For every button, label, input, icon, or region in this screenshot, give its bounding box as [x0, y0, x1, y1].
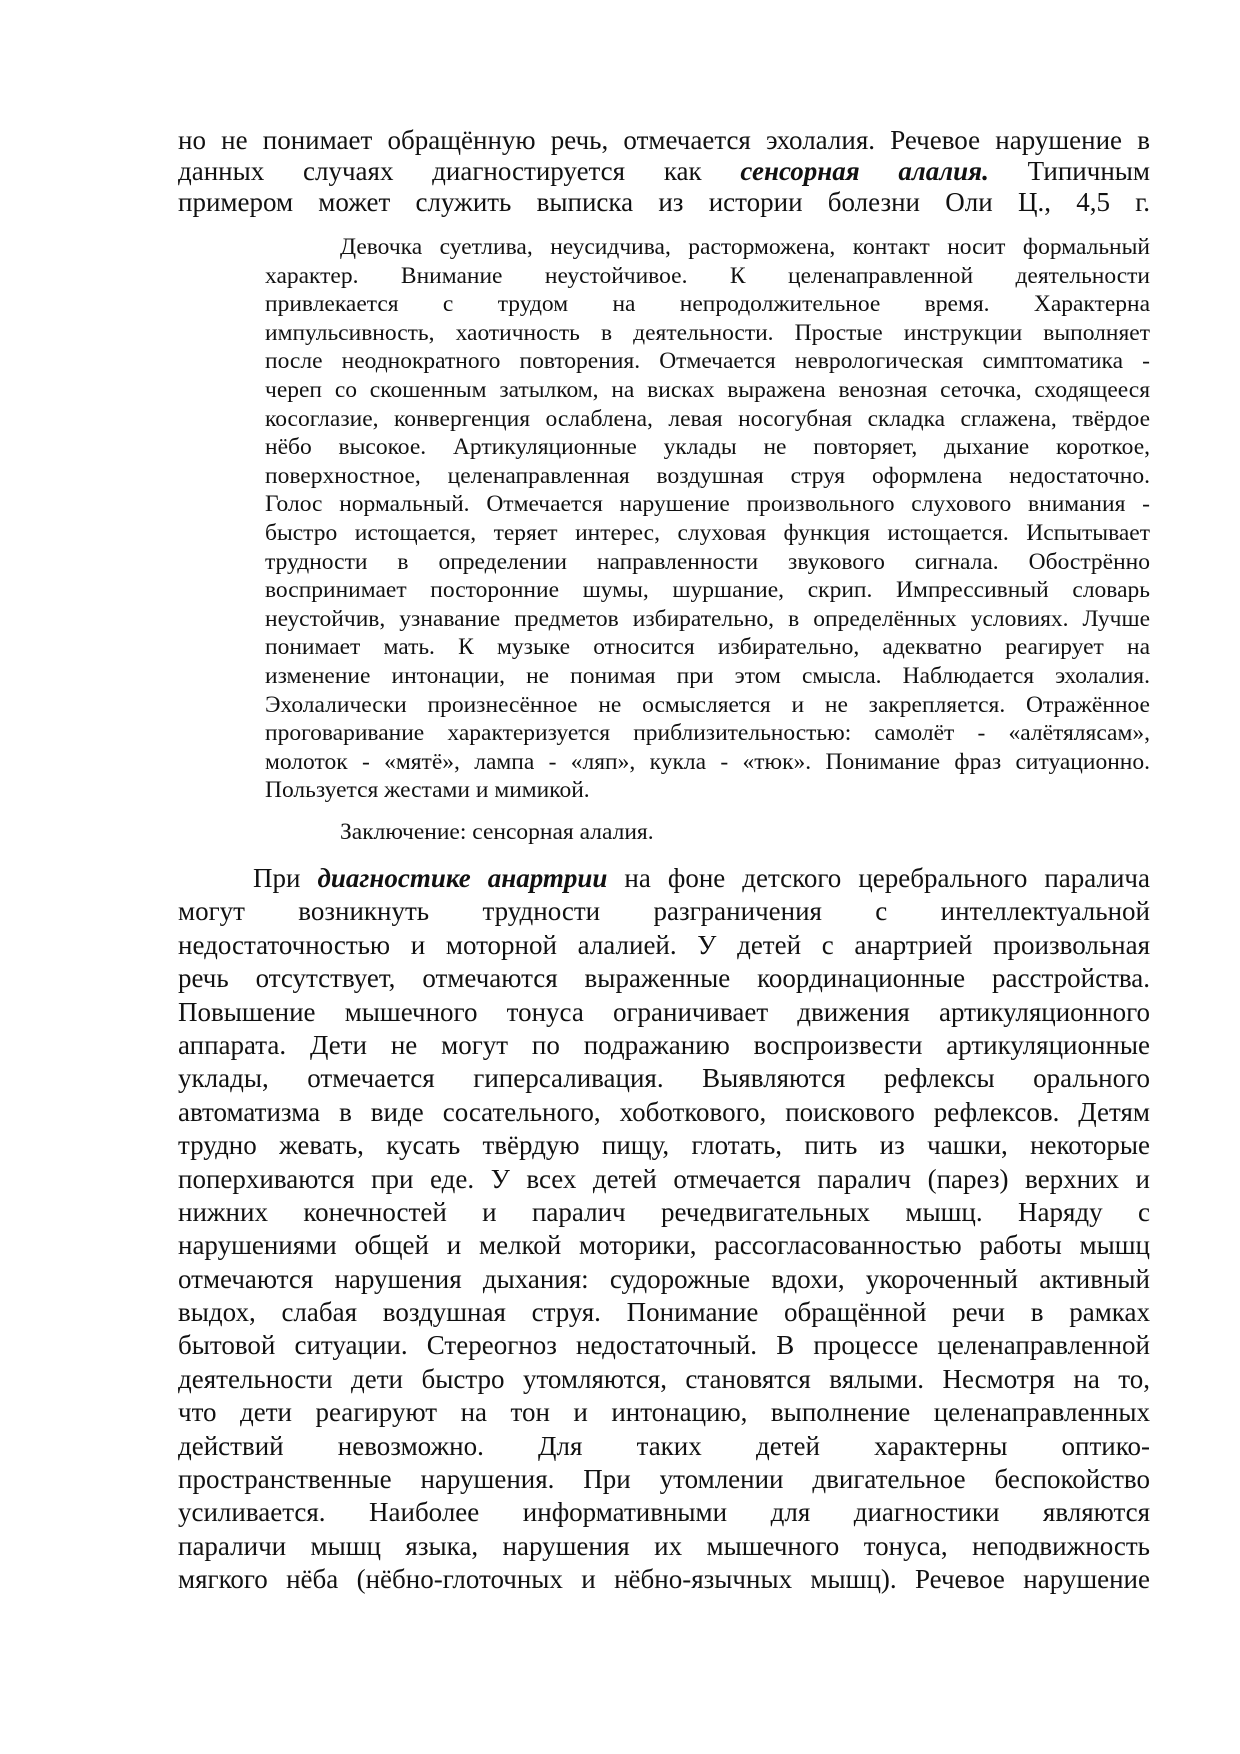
text-segment: проговаривание характеризуется приблизительностью: самолёт - «алётялясам»,: [265, 720, 1150, 747]
text-line: [265, 490, 1150, 519]
text-line: [265, 548, 1150, 577]
text-segment: поперхиваются при еде. У всех детей отмечается паралич (парез) верхних и: [178, 1163, 1150, 1194]
text-segment: что дети реагируют на тон и интонацию, выполнение целенаправленных: [178, 1397, 1150, 1428]
text-segment: воспринимает посторонние шумы, шуршание, скрип. Импрессивный словарь: [265, 577, 1150, 604]
text-segment: понимает мать. К музыке относится избирательно, адекватно реагирует на: [265, 634, 1150, 661]
text-line: [178, 1363, 1150, 1396]
text-line: [265, 433, 1150, 462]
text-line: [178, 156, 1150, 187]
text-segment: автоматизма в виде сосательного, хоботкового, поискового рефлексов. Детям: [178, 1096, 1150, 1127]
text-segment: Голос нормальный. Отмечается нарушение произвольного слухового внимания -: [265, 491, 1150, 518]
text-line: [178, 1430, 1150, 1463]
text-line: [178, 1029, 1150, 1062]
text-line: [265, 462, 1150, 491]
text-line: [265, 576, 1150, 605]
text-segment: нёбо высокое. Артикуляционные уклады не повторяет, дыхание короткое,: [265, 434, 1150, 461]
text-line: [178, 1263, 1150, 1296]
text-line: [265, 290, 1150, 319]
text-segment: изменение интонации, не понимая при этом смысла. Наблюдается эхолалия.: [265, 662, 1150, 689]
text-segment: молоток - «мятё», лампа - «ляп», кукла - «тюк». Понимание фраз ситуационно.: [265, 748, 1150, 775]
text-line: [265, 776, 1150, 805]
text-segment: но не понимает обращённую речь, отмечается эхолалия. Речевое нарушение в: [178, 125, 1150, 155]
text-line: [265, 347, 1150, 376]
text-segment: аппарата. Дети не могут по подражанию воспроизвести артикуляционные: [178, 1029, 1150, 1060]
text-segment: нарушениями общей и мелкой моторики, рассогласованностью работы мышц: [178, 1230, 1150, 1261]
text-line: [265, 376, 1150, 405]
text-segment: характер. Внимание неустойчивое. К целенаправленной деятельности: [265, 262, 1150, 289]
text-segment: после неоднократного повторения. Отмечается неврологическая симптоматика -: [265, 348, 1150, 375]
text-segment: череп со скошенным затылком, на висках выражена венозная сеточка, сходящееся: [265, 376, 1150, 403]
text-line: [265, 605, 1150, 634]
text-line: [178, 895, 1150, 928]
text-segment: пространственные нарушения. При утомлении двигательное беспокойство: [178, 1464, 1150, 1495]
text-line: [265, 633, 1150, 662]
text-line: [265, 405, 1150, 434]
text-line: [265, 662, 1150, 691]
text-line: [178, 929, 1150, 962]
text-segment: мягкого нёба (нёбно-глоточных и нёбно-язычных мышц). Речевое нарушение: [178, 1564, 1150, 1595]
text-segment: поверхностное, целенаправленная воздушная струя оформлена недостаточно.: [265, 462, 1150, 489]
text-line: [178, 862, 1150, 895]
emphasized-term: сенсорная алалия.: [740, 156, 989, 186]
text-segment: Девочка суетлива, неусидчива, расторможена, контакт носит формальный: [340, 234, 1150, 260]
text-line: [265, 262, 1150, 291]
text-segment: импульсивность, хаотичность в деятельности. Простые инструкции выполняет: [265, 319, 1150, 346]
text-segment: неустойчив, узнавание предметов избирательно, в определённых условиях. Лучше: [265, 605, 1150, 632]
text-line: [178, 1296, 1150, 1329]
text-segment: параличи мышц языка, нарушения их мышечного тонуса, неподвижность: [178, 1530, 1150, 1561]
text-segment: примером может служить выписка из истории болезни Оли Ц., 4,5 г.: [178, 187, 1150, 217]
emphasized-term: диагностике анартрии: [317, 863, 608, 893]
text-line: [178, 1563, 1150, 1596]
text-segment: Заключение: сенсорная алалия.: [340, 819, 654, 845]
text-line: [178, 1129, 1150, 1162]
text-segment: речь отсутствует, отмечаются выраженные координационные расстройства.: [178, 963, 1150, 994]
text-line: [265, 719, 1150, 748]
text-line: [178, 1463, 1150, 1496]
text-line: [178, 962, 1150, 995]
text-line: [265, 818, 1150, 847]
text-segment: нижних конечностей и паралич речедвигательных мышц. Наряду с: [178, 1196, 1150, 1227]
case-conclusion: [265, 818, 1150, 847]
text-line: [265, 691, 1150, 720]
paragraph-anarthria-diagnosis: [178, 862, 1150, 1597]
text-segment: Типичным: [988, 156, 1150, 186]
text-line: [265, 748, 1150, 777]
text-segment: могут возникнуть трудности разграничения с интеллектуальной: [178, 896, 1150, 927]
text-segment: отмечаются нарушения дыхания: судорожные вдохи, укороченный активный: [178, 1263, 1150, 1294]
text-segment: Эхолалически произнесённое не осмысляется и не закрепляется. Отражённое: [265, 691, 1150, 718]
text-segment: При: [253, 863, 318, 893]
text-line: [178, 1096, 1150, 1129]
text-line: [178, 1196, 1150, 1229]
text-segment: косоглазие, конвергенция ослаблена, левая носогубная складка сглажена, твёрдое: [265, 405, 1150, 432]
paragraph-sensory-alalia-intro: [178, 125, 1150, 218]
text-line: [265, 319, 1150, 348]
text-segment: Повышение мышечного тонуса ограничивает движения артикуляционного: [178, 996, 1150, 1027]
text-line: [178, 187, 1150, 218]
text-segment: трудности в определении направленности звукового сигнала. Обострённо: [265, 548, 1150, 575]
text-segment: привлекается с трудом на непродолжительное время. Характерна: [265, 291, 1150, 318]
text-line: [178, 1329, 1150, 1362]
text-line: [178, 1062, 1150, 1095]
text-line: [178, 1530, 1150, 1563]
text-segment: на фоне детского церебрального паралича: [607, 863, 1150, 893]
text-segment: усиливается. Наиболее информативными для диагностики являются: [178, 1497, 1150, 1528]
text-segment: уклады, отмечается гиперсаливация. Выявляются рефлексы орального: [178, 1063, 1150, 1094]
text-segment: деятельности дети быстро утомляются, становятся вялыми. Несмотря на то,: [178, 1363, 1150, 1394]
text-line: [265, 233, 1150, 262]
text-segment: бытовой ситуации. Стереогноз недостаточный. В процессе целенаправленной: [178, 1330, 1150, 1361]
text-segment: Пользуется жестами и мимикой.: [265, 777, 590, 804]
text-line: [265, 519, 1150, 548]
text-line: [178, 1229, 1150, 1262]
text-line: [178, 1396, 1150, 1429]
case-history-excerpt: [265, 233, 1150, 805]
text-segment: быстро истощается, теряет интерес, слуховая функция истощается. Испытывает: [265, 519, 1150, 546]
text-segment: действий невозможно. Для таких детей характерны оптико-: [178, 1430, 1150, 1461]
text-segment: трудно жевать, кусать твёрдую пищу, глотать, пить из чашки, некоторые: [178, 1130, 1150, 1161]
text-line: [178, 125, 1150, 156]
text-segment: недостаточностью и моторной алалией. У детей с анартрией произвольная: [178, 929, 1150, 960]
text-line: [178, 996, 1150, 1029]
text-line: [178, 1496, 1150, 1529]
text-line: [178, 1163, 1150, 1196]
text-segment: выдох, слабая воздушная струя. Понимание обращённой речи в рамках: [178, 1297, 1150, 1328]
text-segment: данных случаях диагностируется как: [178, 156, 741, 186]
